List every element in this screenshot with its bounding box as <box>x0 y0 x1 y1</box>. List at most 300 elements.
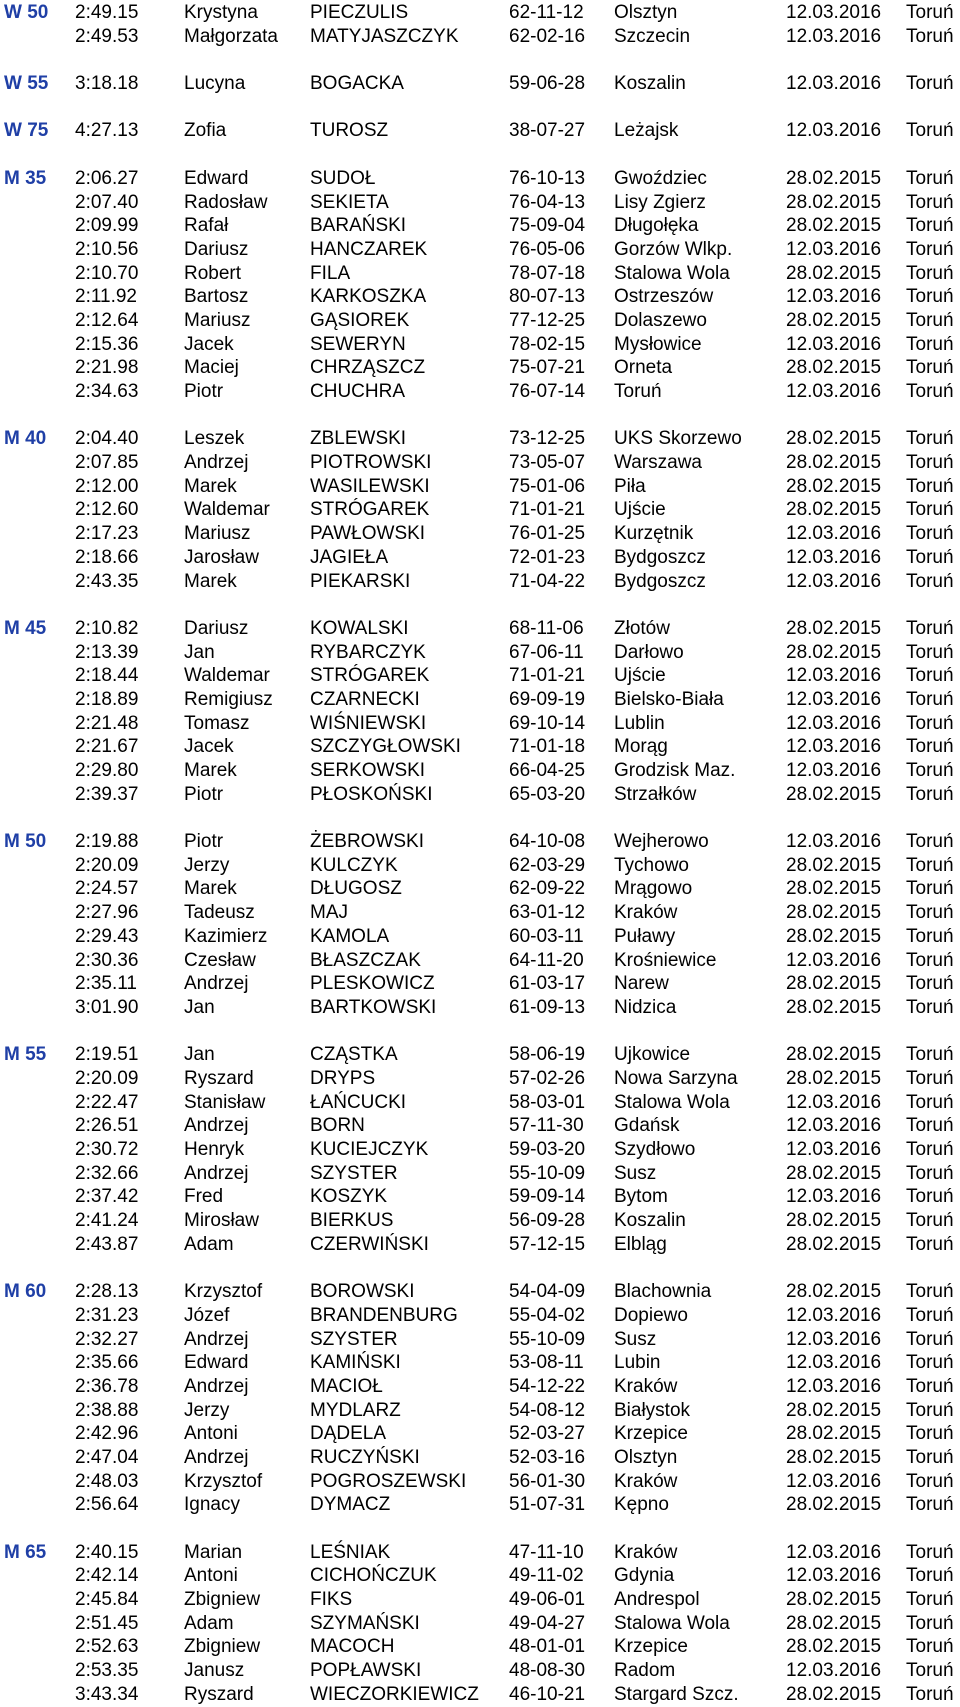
result-time: 2:07.40 <box>75 191 139 213</box>
competition-date: 28.02.2015 <box>786 499 882 521</box>
competition-place: Toruń <box>906 1399 954 1421</box>
birth-date: 76-01-25 <box>509 523 586 545</box>
result-time: 4:27.13 <box>75 120 139 142</box>
competition-date: 12.03.2016 <box>786 1115 882 1137</box>
category-group <box>0 1541 960 1707</box>
group-spacer <box>0 1256 960 1280</box>
result-time: 2:28.13 <box>75 1281 139 1303</box>
result-row <box>0 901 960 925</box>
first-name: Fred <box>184 1186 224 1208</box>
club-city: Piła <box>614 475 646 497</box>
birth-date: 75-09-04 <box>509 215 586 237</box>
competition-place: Toruń <box>906 878 954 900</box>
result-time: 2:49.53 <box>75 25 139 47</box>
competition-place: Toruń <box>906 617 954 639</box>
result-time: 2:35.11 <box>75 973 137 995</box>
birth-date: 48-08-30 <box>509 1660 586 1682</box>
club-city: Kępno <box>614 1494 669 1516</box>
first-name: Marek <box>184 570 237 592</box>
club-city: Susz <box>614 1162 657 1184</box>
first-name: Edward <box>184 1352 249 1374</box>
birth-date: 62-03-29 <box>509 854 586 876</box>
competition-date: 12.03.2016 <box>786 286 882 308</box>
first-name: Krzysztof <box>184 1281 263 1303</box>
birth-date: 49-04-27 <box>509 1612 586 1634</box>
result-time: 2:32.66 <box>75 1162 139 1184</box>
result-time: 2:19.51 <box>75 1044 139 1066</box>
result-row <box>0 546 960 570</box>
competition-place: Toruń <box>906 523 954 545</box>
birth-date: 55-04-02 <box>509 1304 586 1326</box>
result-time: 2:10.56 <box>75 238 139 260</box>
result-row <box>0 1588 960 1612</box>
club-city: Kurzętnik <box>614 523 694 545</box>
competition-place: Toruń <box>906 1470 954 1492</box>
last-name: SZYMAŃSKI <box>310 1612 420 1634</box>
category-label: M 45 <box>4 617 47 639</box>
first-name: Jerzy <box>184 1399 230 1421</box>
birth-date: 62-09-22 <box>509 878 586 900</box>
last-name: MACIOŁ <box>310 1375 383 1397</box>
first-name: Radosław <box>184 191 268 213</box>
category-label: W 50 <box>4 2 49 23</box>
first-name: Zbigniew <box>184 1589 261 1611</box>
club-city: Toruń <box>614 381 662 402</box>
club-city: Ujście <box>614 499 666 521</box>
last-name: KAMIŃSKI <box>310 1352 401 1374</box>
club-city: Olsztyn <box>614 1446 678 1468</box>
last-name: PIECZULIS <box>310 2 409 23</box>
competition-place: Toruń <box>906 25 954 47</box>
result-row <box>0 1 960 25</box>
last-name: KULCZYK <box>310 854 398 876</box>
birth-date: 52-03-27 <box>509 1423 586 1445</box>
birth-date: 54-12-22 <box>509 1375 586 1397</box>
competition-place: Toruń <box>906 1186 954 1208</box>
birth-date: 80-07-13 <box>509 286 586 308</box>
result-time: 2:37.42 <box>75 1186 139 1208</box>
competition-place: Toruń <box>906 1612 954 1634</box>
club-city: Ostrzeszów <box>614 286 714 308</box>
competition-place: Toruń <box>906 167 954 189</box>
first-name: Jacek <box>184 333 234 355</box>
birth-date: 64-10-08 <box>509 831 586 853</box>
last-name: BORN <box>310 1115 365 1137</box>
last-name: ŁAŃCUCKI <box>310 1091 407 1113</box>
result-row <box>0 1659 960 1683</box>
competition-place: Toruń <box>906 1565 954 1587</box>
competition-date: 28.02.2015 <box>786 925 882 947</box>
competition-date: 12.03.2016 <box>786 760 882 781</box>
last-name: JAGIEŁA <box>310 546 389 568</box>
result-time: 2:56.64 <box>75 1494 139 1516</box>
result-time: 3:18.18 <box>75 73 139 95</box>
last-name: KAMOLA <box>310 925 390 947</box>
first-name: Andrzej <box>184 1162 249 1184</box>
first-name: Bartosz <box>184 286 249 308</box>
competition-place: Toruń <box>906 1067 954 1089</box>
result-time: 2:12.00 <box>75 475 139 497</box>
competition-date: 12.03.2016 <box>786 1352 882 1374</box>
group-spacer <box>0 143 960 167</box>
competition-date: 28.02.2015 <box>786 1683 882 1705</box>
result-row <box>0 1091 960 1115</box>
result-row <box>0 664 960 688</box>
club-city: Bydgoszcz <box>614 570 706 592</box>
competition-place: Toruń <box>906 1589 954 1611</box>
first-name: Andrzej <box>184 452 249 474</box>
competition-date: 28.02.2015 <box>786 1423 882 1445</box>
club-city: Strzałków <box>614 783 697 805</box>
result-time: 2:36.78 <box>75 1375 139 1397</box>
competition-date: 12.03.2016 <box>786 1660 882 1682</box>
last-name: SERKOWSKI <box>310 760 426 781</box>
result-time: 2:53.35 <box>75 1660 139 1682</box>
first-name: Lucyna <box>184 73 246 95</box>
result-time: 2:10.70 <box>75 262 139 284</box>
first-name: Mariusz <box>184 523 251 545</box>
club-city: Nowa Sarzyna <box>614 1067 738 1089</box>
result-time: 2:39.37 <box>75 783 139 805</box>
result-time: 2:12.60 <box>75 499 139 521</box>
competition-date: 28.02.2015 <box>786 641 882 663</box>
club-city: Bytom <box>614 1186 668 1208</box>
competition-place: Toruń <box>906 760 954 781</box>
result-row <box>0 1114 960 1138</box>
club-city: Kraków <box>614 1541 678 1563</box>
competition-place: Toruń <box>906 688 954 710</box>
first-name: Adam <box>184 1612 234 1634</box>
category-group <box>0 617 960 807</box>
group-spacer <box>0 96 960 120</box>
competition-place: Toruń <box>906 499 954 521</box>
competition-place: Toruń <box>906 428 954 450</box>
result-row <box>0 1280 960 1304</box>
birth-date: 62-02-16 <box>509 25 586 47</box>
birth-date: 56-09-28 <box>509 1210 586 1232</box>
first-name: Czesław <box>184 949 256 971</box>
club-city: Blachownia <box>614 1281 712 1303</box>
result-time: 2:27.96 <box>75 902 139 924</box>
result-row <box>0 119 960 143</box>
competition-date: 12.03.2016 <box>786 333 882 355</box>
birth-date: 61-03-17 <box>509 973 586 995</box>
birth-date: 64-11-20 <box>509 949 584 971</box>
result-time: 2:13.39 <box>75 641 139 663</box>
birth-date: 71-01-21 <box>509 665 586 687</box>
birth-date: 66-04-25 <box>509 760 586 781</box>
category-label: M 60 <box>4 1281 47 1303</box>
club-city: Gdynia <box>614 1565 675 1587</box>
competition-date: 28.02.2015 <box>786 1210 882 1232</box>
competition-place: Toruń <box>906 854 954 876</box>
result-row <box>0 1304 960 1328</box>
first-name: Maciej <box>184 357 239 379</box>
result-time: 2:21.48 <box>75 712 139 734</box>
competition-place: Toruń <box>906 783 954 805</box>
result-row <box>0 475 960 499</box>
birth-date: 55-10-09 <box>509 1328 586 1350</box>
result-time: 2:40.15 <box>75 1541 139 1563</box>
birth-date: 57-02-26 <box>509 1067 586 1089</box>
competition-place: Toruń <box>906 641 954 663</box>
club-city: Andrespol <box>614 1589 700 1611</box>
first-name: Andrzej <box>184 1446 249 1468</box>
club-city: Dolaszewo <box>614 309 707 331</box>
result-time: 2:48.03 <box>75 1470 139 1492</box>
first-name: Janusz <box>184 1660 245 1682</box>
first-name: Marek <box>184 878 237 900</box>
last-name: CZARNECKI <box>310 688 420 710</box>
group-spacer <box>0 404 960 428</box>
group-spacer <box>0 48 960 72</box>
group-spacer <box>0 806 960 830</box>
competition-date: 12.03.2016 <box>786 949 882 971</box>
first-name: Antoni <box>184 1423 238 1445</box>
competition-date: 28.02.2015 <box>786 1399 882 1421</box>
last-name: RUCZYŃSKI <box>310 1446 420 1468</box>
last-name: FILA <box>310 262 351 284</box>
result-row <box>0 262 960 286</box>
competition-date: 12.03.2016 <box>786 1328 882 1350</box>
result-row <box>0 285 960 309</box>
result-row <box>0 72 960 96</box>
first-name: Piotr <box>184 381 224 402</box>
club-city: Białystok <box>614 1399 691 1421</box>
club-city: Elbląg <box>614 1233 667 1255</box>
club-city: Orneta <box>614 357 673 379</box>
competition-place: Toruń <box>906 902 954 924</box>
competition-date: 12.03.2016 <box>786 1091 882 1113</box>
result-time: 2:35.66 <box>75 1352 139 1374</box>
result-row <box>0 1635 960 1659</box>
group-spacer <box>0 1517 960 1541</box>
last-name: CZERWIŃSKI <box>310 1233 429 1255</box>
last-name: WIŚNIEWSKI <box>310 712 427 734</box>
last-name: BRANDENBURG <box>310 1304 458 1326</box>
category-label: M 65 <box>4 1541 47 1563</box>
club-city: Dopiewo <box>614 1304 688 1326</box>
competition-place: Toruń <box>906 357 954 379</box>
last-name: DRYPS <box>310 1067 376 1089</box>
club-city: Złotów <box>614 617 670 639</box>
last-name: MYDLARZ <box>310 1399 401 1421</box>
last-name: STRÓGAREK <box>310 665 430 687</box>
result-time: 2:41.24 <box>75 1210 139 1232</box>
category-group <box>0 119 960 143</box>
last-name: BIERKUS <box>310 1210 394 1232</box>
first-name: Jan <box>184 996 215 1018</box>
last-name: BOROWSKI <box>310 1281 415 1303</box>
last-name: SZYSTER <box>310 1162 398 1184</box>
first-name: Adam <box>184 1233 234 1255</box>
competition-date: 28.02.2015 <box>786 1446 882 1468</box>
first-name: Waldemar <box>184 499 270 521</box>
group-spacer <box>0 593 960 617</box>
competition-date: 28.02.2015 <box>786 1589 882 1611</box>
result-row <box>0 641 960 665</box>
competition-place: Toruń <box>906 2 954 23</box>
last-name: BOGACKA <box>310 73 404 95</box>
last-name: CHUCHRA <box>310 381 405 402</box>
birth-date: 65-03-20 <box>509 783 586 805</box>
competition-place: Toruń <box>906 996 954 1018</box>
competition-place: Toruń <box>906 1494 954 1516</box>
birth-date: 75-07-21 <box>509 357 586 379</box>
club-city: Stargard Szcz. <box>614 1683 739 1705</box>
competition-date: 28.02.2015 <box>786 357 882 379</box>
club-city: Stalowa Wola <box>614 1612 730 1634</box>
competition-place: Toruń <box>906 309 954 331</box>
last-name: POPŁAWSKI <box>310 1660 422 1682</box>
club-city: Warszawa <box>614 452 702 474</box>
competition-date: 12.03.2016 <box>786 25 882 47</box>
competition-date: 12.03.2016 <box>786 570 882 592</box>
result-time: 2:11.92 <box>75 286 137 308</box>
result-time: 2:32.27 <box>75 1328 139 1350</box>
last-name: PŁOSKOŃSKI <box>310 783 433 805</box>
category-label: M 55 <box>4 1044 47 1066</box>
birth-date: 38-07-27 <box>509 120 586 142</box>
first-name: Piotr <box>184 783 224 805</box>
club-city: Leżajsk <box>614 120 679 142</box>
competition-date: 28.02.2015 <box>786 309 882 331</box>
birth-date: 62-11-12 <box>509 2 584 23</box>
club-city: Wejherowo <box>614 831 709 853</box>
result-time: 2:09.99 <box>75 215 139 237</box>
birth-date: 59-09-14 <box>509 1186 586 1208</box>
result-time: 2:17.23 <box>75 523 139 545</box>
competition-date: 28.02.2015 <box>786 452 882 474</box>
first-name: Ryszard <box>184 1067 254 1089</box>
result-row <box>0 522 960 546</box>
club-city: Koszalin <box>614 1210 686 1232</box>
birth-date: 46-10-21 <box>509 1683 586 1705</box>
competition-date: 28.02.2015 <box>786 996 882 1018</box>
result-time: 2:21.98 <box>75 357 139 379</box>
result-row <box>0 854 960 878</box>
result-row <box>0 1422 960 1446</box>
club-city: Długołęka <box>614 215 699 237</box>
last-name: POGROSZEWSKI <box>310 1470 467 1492</box>
result-time: 2:10.82 <box>75 617 139 639</box>
first-name: Mirosław <box>184 1210 259 1232</box>
competition-place: Toruń <box>906 1115 954 1137</box>
competition-date: 28.02.2015 <box>786 1494 882 1516</box>
competition-date: 12.03.2016 <box>786 831 882 853</box>
birth-date: 57-12-15 <box>509 1233 586 1255</box>
club-city: Kraków <box>614 1375 678 1397</box>
first-name: Kazimierz <box>184 925 268 947</box>
club-city: Mysłowice <box>614 333 702 355</box>
first-name: Andrzej <box>184 1328 249 1350</box>
competition-place: Toruń <box>906 546 954 568</box>
last-name: TUROSZ <box>310 120 389 142</box>
club-city: Puławy <box>614 925 676 947</box>
result-time: 2:45.84 <box>75 1589 139 1611</box>
birth-date: 69-09-19 <box>509 688 586 710</box>
result-row <box>0 1399 960 1423</box>
result-time: 2:18.66 <box>75 546 139 568</box>
club-city: Darłowo <box>614 641 684 663</box>
result-row <box>0 1564 960 1588</box>
result-time: 2:42.96 <box>75 1423 139 1445</box>
result-row <box>0 735 960 759</box>
first-name: Marek <box>184 475 237 497</box>
competition-place: Toruń <box>906 238 954 260</box>
result-row <box>0 1138 960 1162</box>
first-name: Henryk <box>184 1139 245 1160</box>
club-city: Krzepice <box>614 1423 688 1445</box>
last-name: GĄSIOREK <box>310 309 410 331</box>
result-time: 2:29.80 <box>75 760 139 781</box>
result-row <box>0 214 960 238</box>
club-city: Gorzów Wlkp. <box>614 238 733 260</box>
competition-date: 12.03.2016 <box>786 1139 882 1160</box>
last-name: MACOCH <box>310 1636 395 1658</box>
result-time: 2:26.51 <box>75 1115 139 1137</box>
category-group <box>0 830 960 1020</box>
competition-place: Toruń <box>906 1375 954 1397</box>
result-time: 2:31.23 <box>75 1304 139 1326</box>
birth-date: 67-06-11 <box>509 641 584 663</box>
birth-date: 51-07-31 <box>509 1494 586 1516</box>
first-name: Antoni <box>184 1565 238 1587</box>
birth-date: 68-11-06 <box>509 617 584 639</box>
birth-date: 75-01-06 <box>509 475 586 497</box>
competition-date: 12.03.2016 <box>786 1565 882 1587</box>
last-name: BARAŃSKI <box>310 215 407 237</box>
birth-date: 63-01-12 <box>509 902 586 924</box>
competition-place: Toruń <box>906 1423 954 1445</box>
competition-place: Toruń <box>906 973 954 995</box>
competition-place: Toruń <box>906 1304 954 1326</box>
club-city: Szydłowo <box>614 1139 696 1160</box>
category-label: M 50 <box>4 831 47 853</box>
result-row <box>0 1162 960 1186</box>
birth-date: 59-06-28 <box>509 73 586 95</box>
competition-date: 28.02.2015 <box>786 215 882 237</box>
first-name: Małgorzata <box>184 25 278 47</box>
result-time: 2:18.89 <box>75 688 139 710</box>
first-name: Jacek <box>184 736 234 758</box>
last-name: PIOTROWSKI <box>310 452 432 474</box>
result-row <box>0 949 960 973</box>
competition-date: 12.03.2016 <box>786 73 882 95</box>
club-city: Koszalin <box>614 73 686 95</box>
last-name: BARTKOWSKI <box>310 996 437 1018</box>
last-name: CICHOŃCZUK <box>310 1565 437 1587</box>
birth-date: 54-04-09 <box>509 1281 586 1303</box>
competition-date: 28.02.2015 <box>786 191 882 213</box>
club-city: Lisy Zgierz <box>614 191 706 213</box>
last-name: SUDOŁ <box>310 167 376 189</box>
club-city: Bielsko-Biała <box>614 688 724 710</box>
competition-date: 28.02.2015 <box>786 617 882 639</box>
result-row <box>0 25 960 49</box>
competition-place: Toruń <box>906 570 954 592</box>
birth-date: 57-11-30 <box>509 1115 584 1137</box>
competition-date: 28.02.2015 <box>786 783 882 805</box>
first-name: Marian <box>184 1541 243 1563</box>
result-row <box>0 498 960 522</box>
first-name: Ryszard <box>184 1683 254 1705</box>
category-label: M 40 <box>4 428 47 450</box>
first-name: Jan <box>184 1044 215 1066</box>
result-row <box>0 1043 960 1067</box>
competition-date: 12.03.2016 <box>786 665 882 687</box>
result-time: 2:47.04 <box>75 1446 139 1468</box>
